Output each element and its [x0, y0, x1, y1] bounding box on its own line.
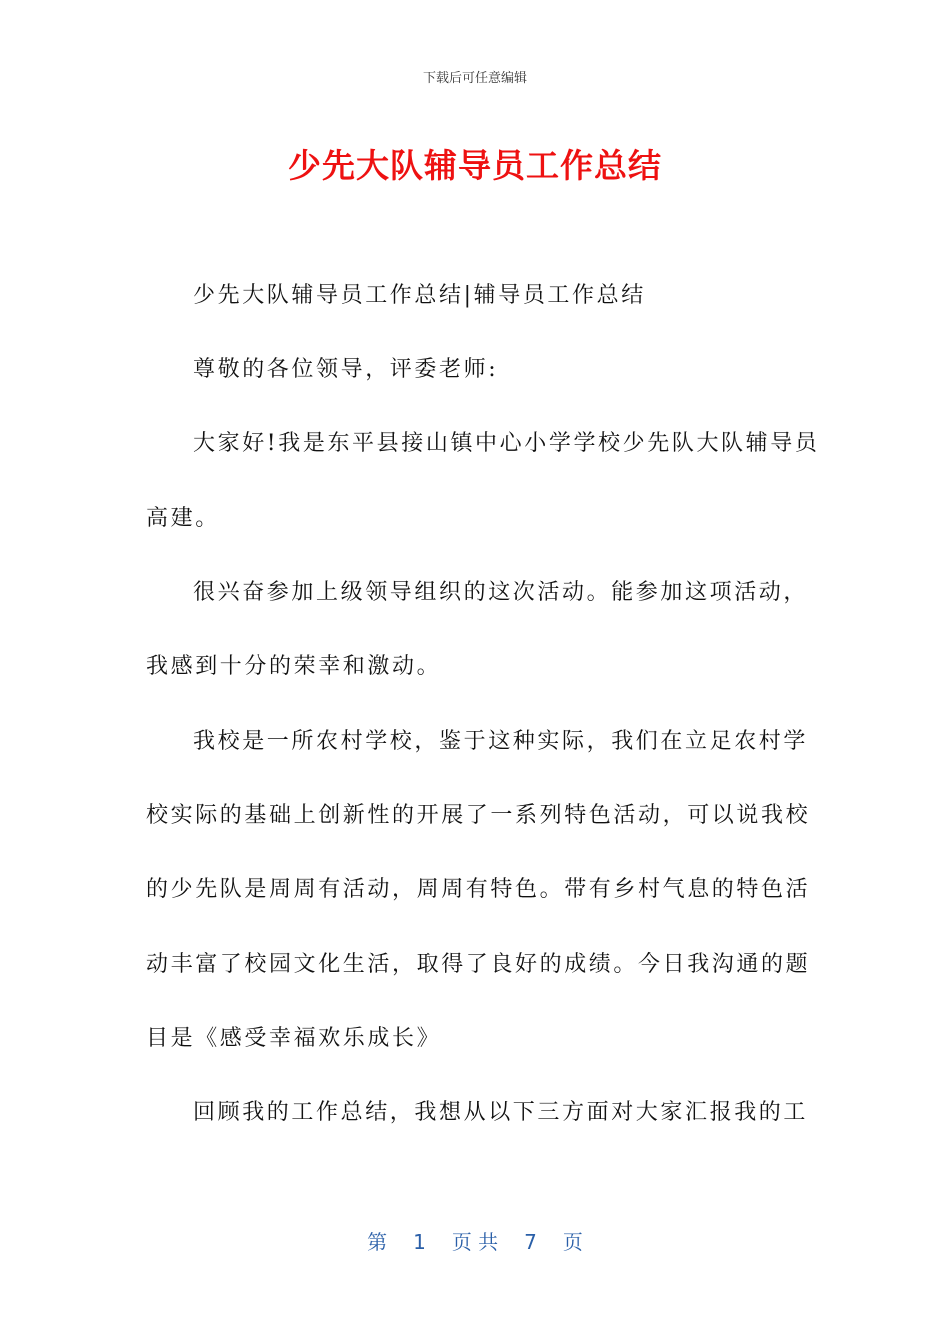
paragraph-line: 我感到十分的荣幸和激动。 — [146, 654, 442, 679]
footer-middle: 页 共 — [451, 1230, 499, 1254]
page-header-note: 下载后可任意编辑 — [422, 71, 527, 86]
document-title: 少先大队辅导员工作总结 — [288, 146, 662, 185]
paragraph-line: 校实际的基础上创新性的开展了一系列特色活动，可以说我校 — [146, 803, 811, 828]
paragraph-line: 动丰富了校园文化生活，取得了良好的成绩。今日我沟通的题 — [146, 952, 811, 977]
paragraph-line: 很兴奋参加上级领导组织的这次活动。能参加这项活动， — [193, 580, 809, 605]
greeting-line: 尊敬的各位领导，评委老师: — [193, 357, 499, 382]
subtitle-line: 少先大队辅导员工作总结|辅导员工作总结 — [193, 283, 646, 308]
paragraph-line: 目是《感受幸福欢乐成长》 — [146, 1026, 442, 1051]
footer-prefix: 第 — [367, 1230, 388, 1254]
paragraph-line: 回顾我的工作总结，我想从以下三方面对大家汇报我的工 — [193, 1100, 809, 1125]
paragraph-line: 的少先队是周周有活动，周周有特色。带有乡村气息的特色活 — [146, 877, 811, 902]
footer-total-pages: 7 — [524, 1230, 537, 1254]
paragraph-line: 高建。 — [146, 506, 220, 531]
footer-suffix: 页 — [562, 1230, 583, 1254]
paragraph-line: 我校是一所农村学校，鉴于这种实际，我们在立足农村学 — [193, 729, 809, 754]
paragraph-line: 大家好!我是东平县接山镇中心小学学校少先队大队辅导员 — [193, 431, 820, 456]
page-footer — [0, 1226, 950, 1255]
footer-page-number: 1 — [413, 1230, 426, 1254]
